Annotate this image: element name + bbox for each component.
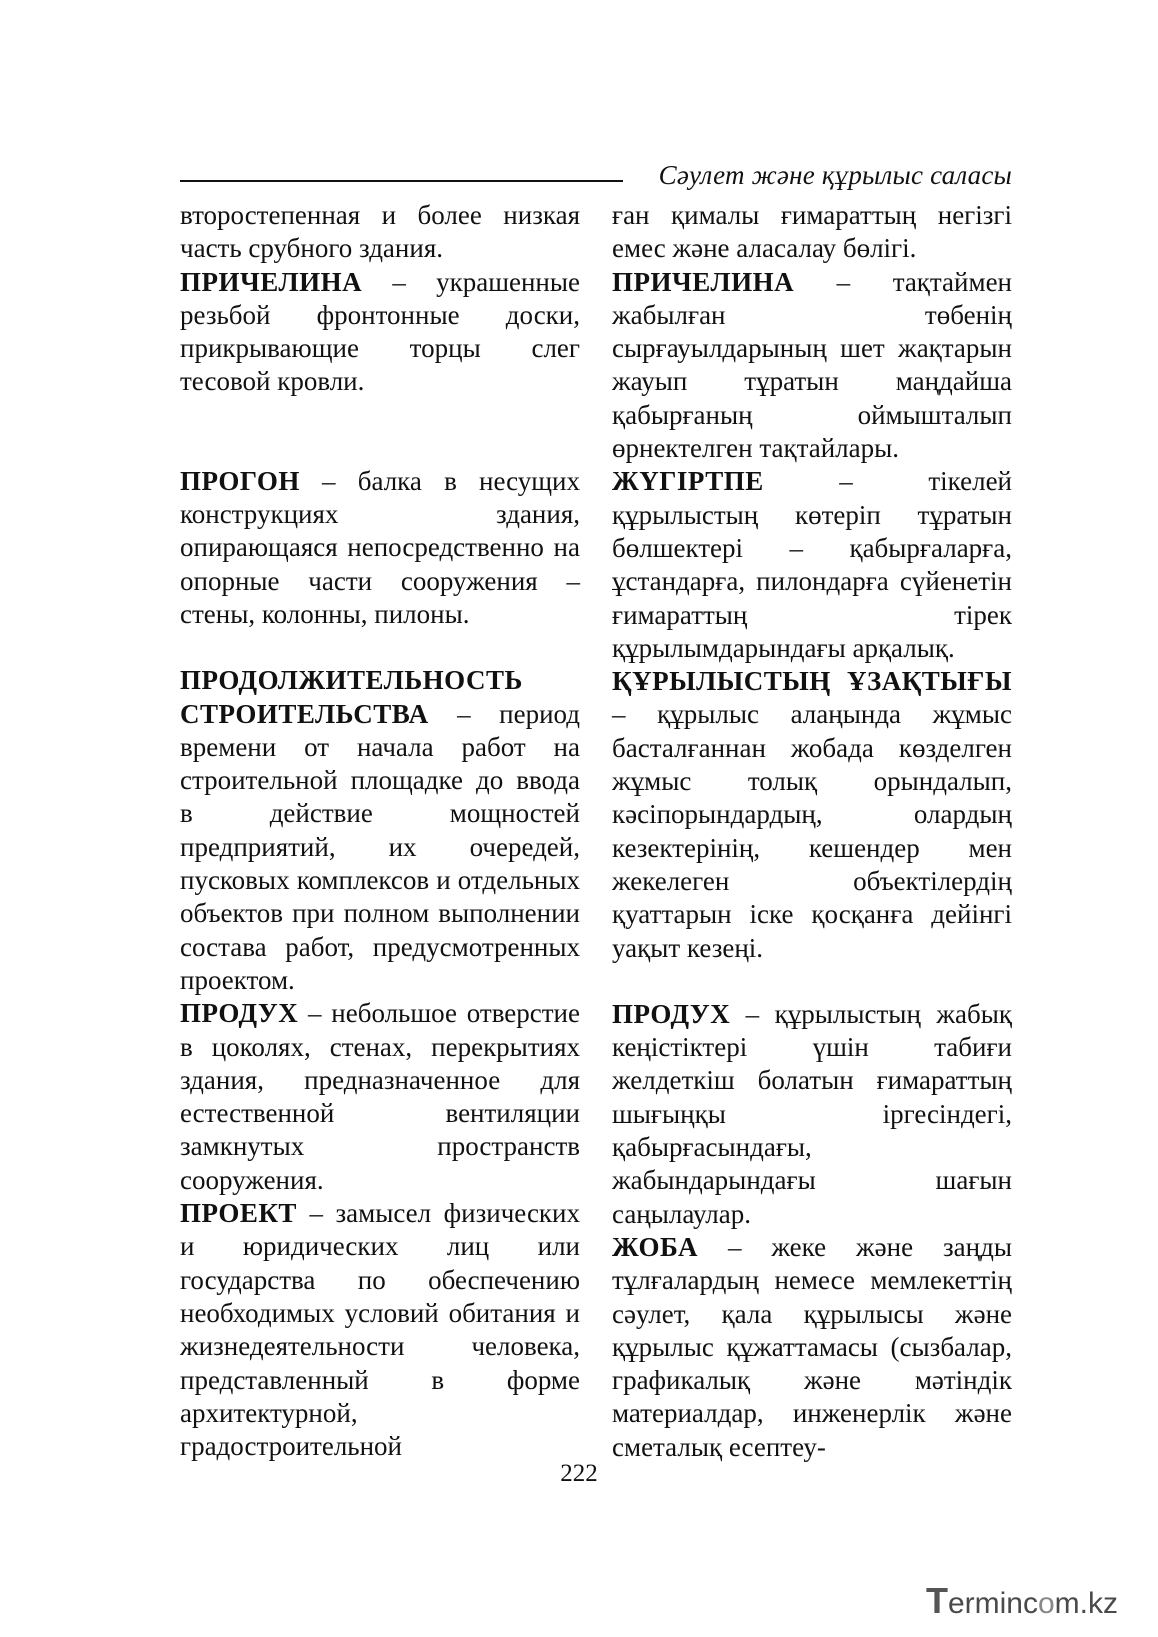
entry-progon-ru <box>180 465 580 631</box>
left-column <box>180 199 580 1463</box>
entry-zhugirtpe-kz <box>612 465 1012 665</box>
entry-produkh-ru <box>180 997 580 1197</box>
definition: – тақтаймен жабылған төбенің сырғауылдарының шет жақтарын жауып тұратын маңдайша қабырғаның оймышталып өрнектелген тақтайлары. <box>612 266 1012 464</box>
entry-proekt-ru <box>180 1197 580 1463</box>
definition: – период времени от начала работ на строительной площадке до ввода в действие мощностей предприятий, их очередей, пусковых комплексов и отдельных объектов при полном выполнении состава работ, предусмотренных проектом. <box>180 698 580 995</box>
term: ҚҰРЫЛЫСТЫҢ ҰЗАҚТЫҒЫ <box>612 666 1012 697</box>
watermark-part1: erminc <box>947 1587 1038 1620</box>
entry-continuation <box>612 199 1012 266</box>
watermark-part2: m.kz <box>1054 1587 1118 1620</box>
term: ПРОЕКТ <box>180 1198 297 1229</box>
term: ЖОБА <box>612 1231 699 1262</box>
running-title: Сәулет және құрылыс саласы <box>658 160 1012 190</box>
term: ПРОГОН <box>180 465 300 496</box>
term: ЖҮГІРТПЕ <box>612 466 764 497</box>
definition: – замысел физических и юридических лиц или государства по обеспечению необходимых условий обитания и жизнедеятельности человека, представленный в форме архитектурной, градостроительной <box>180 1198 580 1462</box>
watermark-t: T <box>925 1580 948 1621</box>
entry-prichelina-ru <box>180 266 580 399</box>
term: ПРИЧЕЛИНА <box>612 266 795 297</box>
entry-zhoba-kz <box>612 1231 1012 1464</box>
watermark-o: o <box>1037 1587 1055 1620</box>
definition: – құрылыс алаңында жұмыс басталғаннан жобада көзделген жұмыс толық орындалып, кәсіпорындардың, олардың кезектерінің, кешендер мен жекелеген объектілердің қуаттарын іске қосқанға дейінгі уақыт кезеңі. <box>612 699 1012 963</box>
definition: второстепенная и более низкая часть срубного здания. <box>180 200 580 264</box>
header-rule <box>180 180 623 182</box>
entry-duration-kz <box>612 665 1012 965</box>
term: ПРОДУХ <box>612 998 731 1029</box>
definition: – жеке және заңды тұлғалардың немесе мемлекеттің сәулет, қала құрылысы және құрылыс құжаттамасы (сызбалар, графикалық және мәтіндік материалдар, инженерлік және сметалық есептеу- <box>612 1231 1012 1462</box>
term: ПРОДУХ <box>180 998 299 1029</box>
entry-produkh-kz <box>612 998 1012 1231</box>
term: ПРИЧЕЛИНА <box>180 266 363 297</box>
page-number: 222 <box>560 1460 598 1487</box>
entry-duration-ru <box>180 664 580 997</box>
term: ПРОДОЛЖИТЕЛЬНОСТЬ СТРОИТЕЛЬСТВА <box>180 665 523 729</box>
site-watermark <box>926 1580 1118 1624</box>
definition: – құрылыстың жабық кеңістіктері үшін табиғи желдеткіш болатын ғимараттың шығыңқы іргесіндегі, қабырғасындағы, жабындарындағы шағын саңылаулар. <box>612 998 1012 1229</box>
definition: – балка в несущих конструкциях здания, опирающаяся непосредственно на опорные части сооружения – стены, колонны, пилоны. <box>180 465 580 629</box>
running-head <box>180 160 1012 196</box>
definition: ған қималы ғимараттың негізгі емес және аласалау бөлігі. <box>612 200 1012 264</box>
right-column <box>612 199 1012 1464</box>
entry-prichelina-kz <box>612 266 1012 466</box>
definition: – небольшое отверстие в цоколях, стенах, перекрытиях здания, предназначенное для естественной вентиляции замкнутых пространств сооружения. <box>180 998 580 1195</box>
definition: – тікелей құрылыстың көтеріп тұратын бөлшектері – қабырғаларға, ұстандарға, пилондарға сүйенетін ғимараттың тірек құрылымдарындағы арқалық. <box>612 466 1012 663</box>
entry-continuation <box>180 199 580 266</box>
definition: – украшенные резьбой фронтонные доски, прикрывающие торцы слег тесовой кровли. <box>180 266 580 397</box>
